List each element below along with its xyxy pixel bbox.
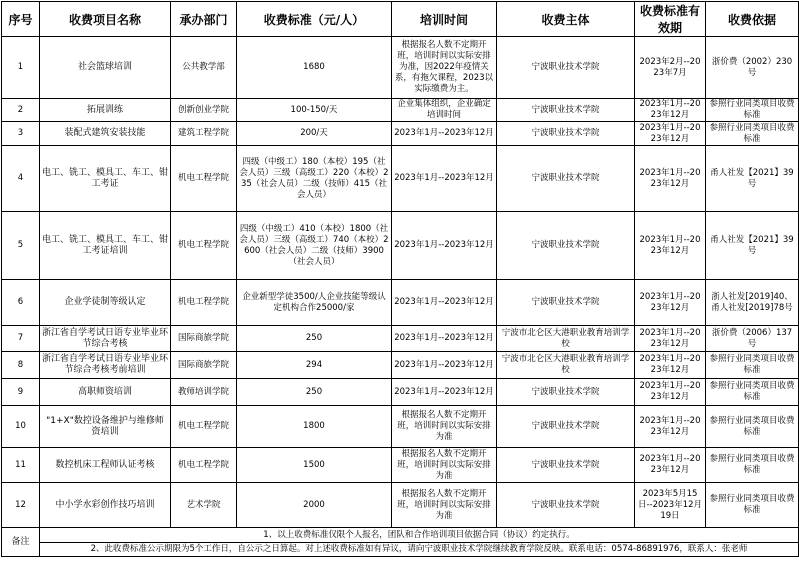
cell-fee: 250 bbox=[237, 379, 392, 406]
cell-no: 11 bbox=[2, 448, 40, 483]
cell-basis: 参照行业同类项目收费标准 bbox=[706, 122, 799, 146]
cell-no: 12 bbox=[2, 483, 40, 528]
table-row bbox=[2, 99, 799, 122]
cell-no: 2 bbox=[2, 99, 40, 122]
cell-no: 10 bbox=[2, 406, 40, 448]
cell-name: 电工、铣工、模具工、车工、钳工考证 bbox=[40, 146, 171, 212]
table-row bbox=[2, 406, 799, 448]
cell-dept: 建筑工程学院 bbox=[171, 122, 237, 146]
cell-dept: 国际商旅学院 bbox=[171, 326, 237, 352]
cell-subject: 宁波市北仑区大港职业教育培训学校 bbox=[497, 352, 635, 379]
table-row bbox=[2, 379, 799, 406]
fee-table bbox=[1, 1, 799, 557]
cell-name: "1+X"数控设备维护与维修师资培训 bbox=[40, 406, 171, 448]
cell-time: 2023年1月--2023年12月 bbox=[392, 326, 497, 352]
cell-subject: 宁波职业技术学院 bbox=[497, 37, 635, 99]
cell-time: 根据报名人数不定期开班，培训时间以实际安排为准 bbox=[392, 406, 497, 448]
cell-fee: 1680 bbox=[237, 37, 392, 99]
cell-name: 电工、铣工、模具工、车工、钳工考证培训 bbox=[40, 212, 171, 280]
cell-basis: 甬人社发【2021】39号 bbox=[706, 212, 799, 280]
cell-subject: 宁波职业技术学院 bbox=[497, 99, 635, 122]
cell-time: 根据报名人数不定期开班，培训时间以实际安排为准 bbox=[392, 448, 497, 483]
cell-subject: 宁波职业技术学院 bbox=[497, 280, 635, 326]
header-row bbox=[2, 2, 799, 37]
cell-name: 企业学徒制等级认定 bbox=[40, 280, 171, 326]
notes-label: 备注 bbox=[2, 528, 40, 557]
cell-valid: 2023年1月--2023年12月 bbox=[635, 280, 706, 326]
table-row bbox=[2, 212, 799, 280]
cell-fee: 100-150/天 bbox=[237, 99, 392, 122]
header-subject: 收费主体 bbox=[497, 2, 635, 37]
cell-dept: 机电工程学院 bbox=[171, 280, 237, 326]
cell-name: 浙江省自学考试日语专业毕业环节综合考核 bbox=[40, 326, 171, 352]
cell-dept: 国际商旅学院 bbox=[171, 352, 237, 379]
header-fee: 收费标准（元/人） bbox=[237, 2, 392, 37]
cell-name: 拓展训练 bbox=[40, 99, 171, 122]
table-row bbox=[2, 146, 799, 212]
cell-no: 1 bbox=[2, 37, 40, 99]
cell-no: 7 bbox=[2, 326, 40, 352]
cell-time: 2023年1月--2023年12月 bbox=[392, 212, 497, 280]
cell-basis: 参照行业同类项目收费标准 bbox=[706, 448, 799, 483]
cell-dept: 艺术学院 bbox=[171, 483, 237, 528]
cell-no: 8 bbox=[2, 352, 40, 379]
cell-name: 中小学水彩创作技巧培训 bbox=[40, 483, 171, 528]
header-no: 序号 bbox=[2, 2, 40, 37]
cell-dept: 公共教学部 bbox=[171, 37, 237, 99]
cell-valid: 2023年1月--2023年12月 bbox=[635, 99, 706, 122]
table-row bbox=[2, 483, 799, 528]
cell-basis: 参照行业同类项目收费标准 bbox=[706, 99, 799, 122]
cell-name: 高职师资培训 bbox=[40, 379, 171, 406]
cell-no: 9 bbox=[2, 379, 40, 406]
table-row bbox=[2, 280, 799, 326]
cell-name: 浙江省自学考试日语专业毕业环节综合考核考前培训 bbox=[40, 352, 171, 379]
notes-row bbox=[2, 543, 799, 557]
cell-valid: 2023年5月15日--2023年12月19日 bbox=[635, 483, 706, 528]
cell-fee: 250 bbox=[237, 326, 392, 352]
cell-name: 社会篮球培训 bbox=[40, 37, 171, 99]
cell-subject: 宁波职业技术学院 bbox=[497, 146, 635, 212]
cell-basis: 浙人社发[2019]40、甬人社发[2019]78号 bbox=[706, 280, 799, 326]
cell-subject: 宁波职业技术学院 bbox=[497, 122, 635, 146]
cell-valid: 2023年1月--2023年12月 bbox=[635, 406, 706, 448]
header-dept: 承办部门 bbox=[171, 2, 237, 37]
cell-valid: 2023年1月--2023年12月 bbox=[635, 448, 706, 483]
cell-dept: 机电工程学院 bbox=[171, 146, 237, 212]
cell-fee: 四级（中级工）410（本校）1800（社会人员）三级（高级工）740（本校）2600（社会人员）二级（技师）3900（社会人员） bbox=[237, 212, 392, 280]
cell-dept: 创新创业学院 bbox=[171, 99, 237, 122]
cell-time: 根据报名人数不定期开班，培训时间以实际安排为准 bbox=[392, 483, 497, 528]
cell-dept: 机电工程学院 bbox=[171, 406, 237, 448]
table-row bbox=[2, 326, 799, 352]
cell-fee: 企业新型学徒3500/人企业技能等级认定机构合作25000/家 bbox=[237, 280, 392, 326]
cell-fee: 294 bbox=[237, 352, 392, 379]
cell-basis: 参照行业同类项目收费标准 bbox=[706, 483, 799, 528]
cell-name: 数控机床工程师认证考核 bbox=[40, 448, 171, 483]
cell-subject: 宁波职业技术学院 bbox=[497, 483, 635, 528]
cell-basis: 参照行业同类项目收费标准 bbox=[706, 379, 799, 406]
cell-time: 2023年1月--2023年12月 bbox=[392, 122, 497, 146]
cell-time: 2023年1月--2023年12月 bbox=[392, 379, 497, 406]
cell-fee: 1500 bbox=[237, 448, 392, 483]
cell-time: 2023年1月--2023年12月 bbox=[392, 146, 497, 212]
header-time: 培训时间 bbox=[392, 2, 497, 37]
table-row bbox=[2, 37, 799, 99]
notes-line-1: 1、以上收费标准仅限个人报名，团队和合作培训项目依据合同（协议）约定执行。 bbox=[40, 528, 799, 543]
notes-line-2: 2、此收费标准公示期限为5个工作日，自公示之日算起。对上述收费标准如有异议，请向宁波职业技术学院继续教育学院反映。联系电话：0574-86891976，联系人：张老师 bbox=[40, 543, 799, 557]
cell-valid: 2023年1月--2023年12月 bbox=[635, 212, 706, 280]
cell-subject: 宁波职业技术学院 bbox=[497, 379, 635, 406]
cell-dept: 机电工程学院 bbox=[171, 212, 237, 280]
cell-valid: 2023年1月--2023年12月 bbox=[635, 326, 706, 352]
table-row bbox=[2, 352, 799, 379]
cell-no: 3 bbox=[2, 122, 40, 146]
cell-time: 2023年1月--2023年12月 bbox=[392, 352, 497, 379]
cell-fee: 200/天 bbox=[237, 122, 392, 146]
cell-valid: 2023年2月--2023年7月 bbox=[635, 37, 706, 99]
cell-basis: 甬人社发【2021】39号 bbox=[706, 146, 799, 212]
cell-fee: 四级（中级工）180（本校）195（社会人员）三级（高级工）220（本校）235（社会人员）二级（技师）415（社会人员） bbox=[237, 146, 392, 212]
cell-time: 根据报名人数不定期开班，培训时间以实际安排为准，因2022年疫情关系，有拖欠课程，2023以实际缴费为主。 bbox=[392, 37, 497, 99]
cell-no: 6 bbox=[2, 280, 40, 326]
header-name: 收费项目名称 bbox=[40, 2, 171, 37]
cell-subject: 宁波职业技术学院 bbox=[497, 448, 635, 483]
cell-basis: 参照行业同类项目收费标准 bbox=[706, 352, 799, 379]
header-valid: 收费标准有效期 bbox=[635, 2, 706, 37]
cell-basis: 参照行业同类项目收费标准 bbox=[706, 406, 799, 448]
table-row bbox=[2, 122, 799, 146]
cell-valid: 2023年1月--2023年12月 bbox=[635, 146, 706, 212]
cell-basis: 浙价费（2002）230号 bbox=[706, 37, 799, 99]
cell-subject: 宁波职业技术学院 bbox=[497, 212, 635, 280]
cell-dept: 机电工程学院 bbox=[171, 448, 237, 483]
cell-no: 4 bbox=[2, 146, 40, 212]
cell-subject: 宁波职业技术学院 bbox=[497, 406, 635, 448]
cell-time: 2023年1月--2023年12月 bbox=[392, 280, 497, 326]
notes-row bbox=[2, 528, 799, 543]
cell-fee: 1800 bbox=[237, 406, 392, 448]
cell-valid: 2023年1月--2023年12月 bbox=[635, 352, 706, 379]
cell-no: 5 bbox=[2, 212, 40, 280]
table-row bbox=[2, 448, 799, 483]
cell-subject: 宁波市北仑区大港职业教育培训学校 bbox=[497, 326, 635, 352]
cell-time: 企业集体组织，企业确定培训时间 bbox=[392, 99, 497, 122]
cell-valid: 2023年1月--2023年12月 bbox=[635, 122, 706, 146]
cell-valid: 2023年1月--2023年12月 bbox=[635, 379, 706, 406]
cell-dept: 教师培训学院 bbox=[171, 379, 237, 406]
header-basis: 收费依据 bbox=[706, 2, 799, 37]
cell-fee: 2000 bbox=[237, 483, 392, 528]
cell-basis: 浙价费（2006）137号 bbox=[706, 326, 799, 352]
cell-name: 装配式建筑安装技能 bbox=[40, 122, 171, 146]
